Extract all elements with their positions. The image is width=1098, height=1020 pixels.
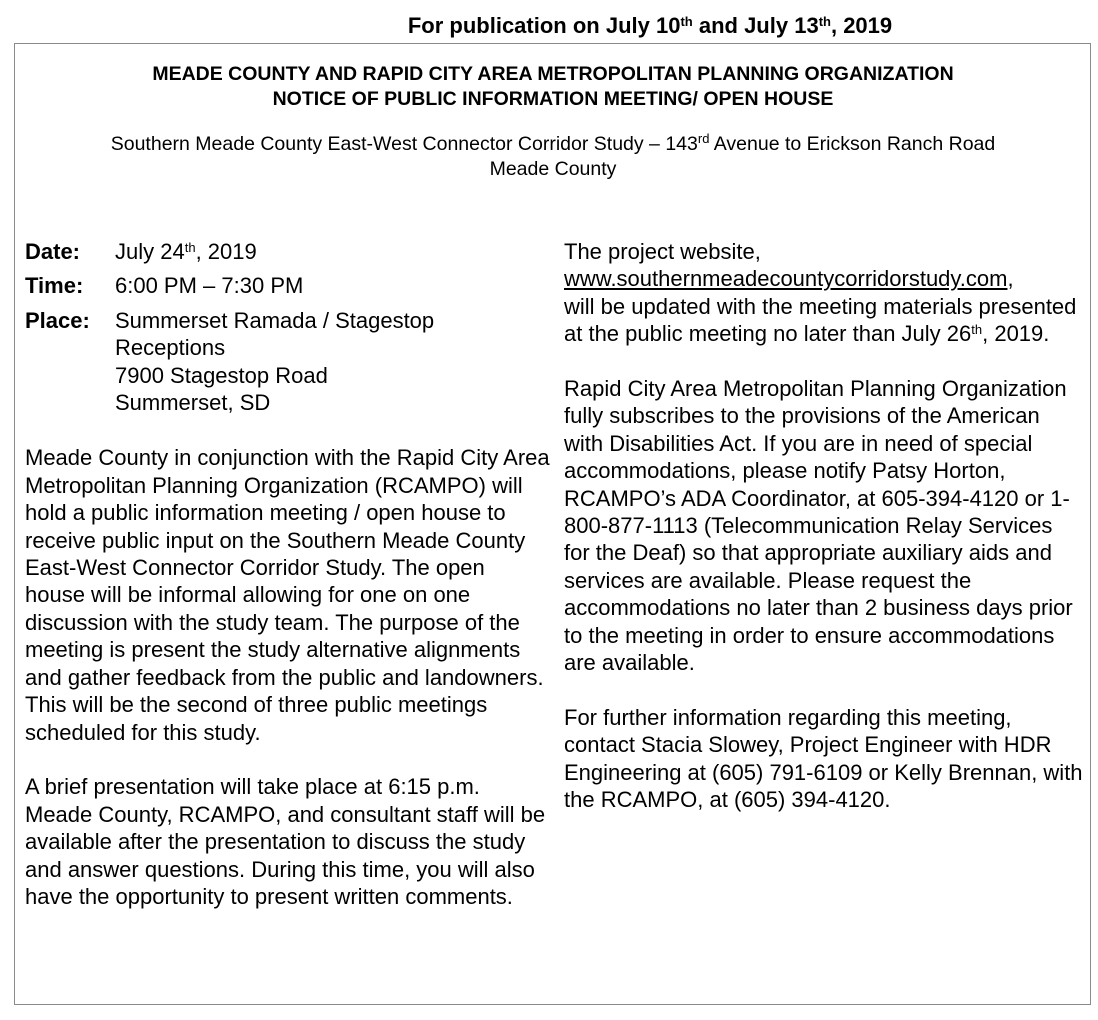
time-value: 6:00 PM – 7:30 PM bbox=[115, 273, 304, 299]
place-venue: Summerset Ramada / Stagestop bbox=[115, 307, 435, 333]
county-name: Meade County bbox=[489, 158, 617, 180]
notice-heading bbox=[0, 62, 1098, 112]
study-name: Southern Meade County East-West Connector Corridor Study – 143rd Avenue to Erickson Ranch Road bbox=[110, 131, 996, 155]
date-label: Date: bbox=[25, 239, 81, 264]
place-venue-cont: Receptions bbox=[115, 335, 226, 361]
place-street: 7900 Stagestop Road bbox=[115, 362, 328, 388]
notice-title: NOTICE OF PUBLIC INFORMATION MEETING/ OPEN HOUSE bbox=[272, 88, 834, 110]
left-column bbox=[25, 238, 550, 910]
contact-paragraph: For further information regarding this meeting, contact Stacia Slowey, Project Engineer with HDR Engineering at (605) 791-6109 or Kelly Brennan, with the RCAMPO, at (605) 394-4120. bbox=[564, 704, 1083, 813]
ada-paragraph: Rapid City Area Metropolitan Planning Organization fully subscribes to the provisions of the American with Disabilities Act. If you are in need of special accommodations, please notify Patsy Horton, RCAMPO’s ADA Coordinator, at 605-394-4120 or 1-800-877-1113 (Telecommunication Relay Services for the Deaf) so that appropriate auxiliary aids and services are available. Please request the accommodations no later than 2 business days prior to the meeting in order to ensure accommodations are available. bbox=[564, 376, 1073, 676]
place-city: Summerset, SD bbox=[115, 390, 271, 416]
intro-paragraph: Meade County in conjunction with the Rapid City Area Metropolitan Planning Organization (RCAMPO) will hold a public information meeting / open house to receive public input on the Southern Meade County East-West Connector Corridor Study. The open house will be informal allowing for one on one discussion with the study team. The purpose of the meeting is present the study alternative alignments and gather feedback from the public and landowners. This will be the second of three public meetings scheduled for this study. bbox=[25, 445, 550, 745]
publication-dates: For publication on July 10th and July 13th, 2019 bbox=[407, 13, 893, 38]
time-label: Time: bbox=[25, 273, 84, 299]
right-column bbox=[564, 238, 1084, 814]
date-value: July 24th, 2019 bbox=[115, 239, 257, 264]
place-row bbox=[25, 307, 550, 417]
website-paragraph: The project website, www.southernmeadecountycorridorstudy.com, will be updated with the meeting materials presented at the public meeting no later than July 26th, 2019. bbox=[564, 239, 1077, 347]
place-value bbox=[115, 307, 550, 417]
presentation-paragraph: A brief presentation will take place at 6:15 p.m. Meade County, RCAMPO, and consultant staff will be available after the presentation to discuss the study and answer questions. During this time, you will also have the opportunity to present written comments. bbox=[25, 774, 546, 909]
org-title: MEADE COUNTY AND RAPID CITY AREA METROPOLITAN PLANNING ORGANIZATION bbox=[152, 63, 954, 85]
time-row bbox=[25, 272, 550, 299]
date-row bbox=[25, 238, 550, 265]
study-title bbox=[0, 132, 1098, 182]
place-label: Place: bbox=[25, 307, 90, 333]
project-website-link[interactable]: www.southernmeadecountycorridorstudy.com bbox=[564, 266, 1008, 292]
